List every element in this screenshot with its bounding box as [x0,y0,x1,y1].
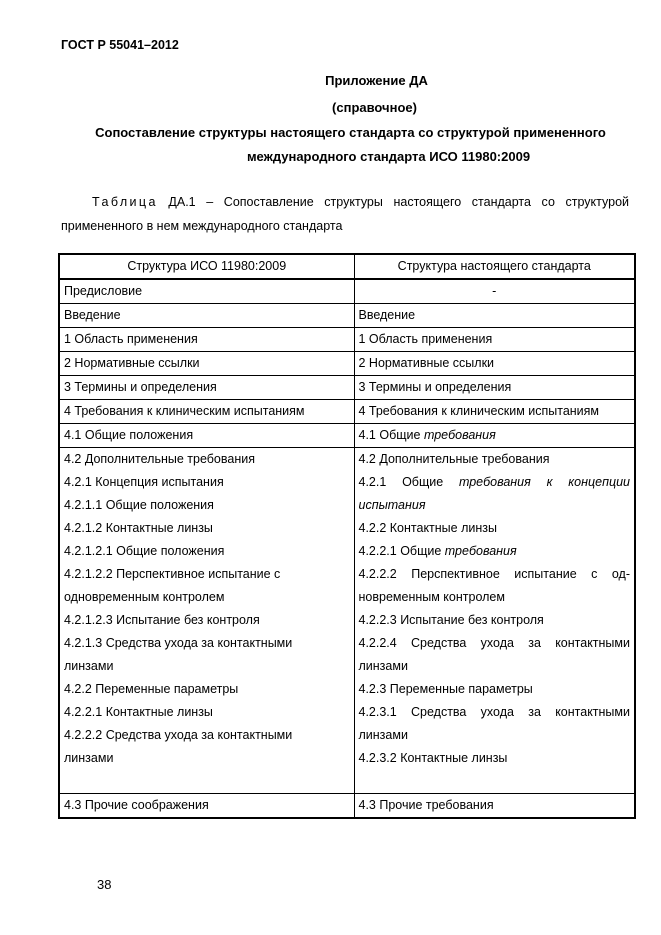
table-cell [59,279,354,304]
cell-text: 4.2 Дополнительные требования [358,452,550,466]
cell-text: - [492,284,497,298]
italic-text: испытания [358,498,426,512]
cell-line [64,280,350,303]
cell-text: 4.2.2.3 Испытание без контроля [358,613,544,627]
table-cell [59,376,354,400]
cell-text: линзами [64,751,114,765]
cell-line [64,701,350,724]
cell-line [359,400,631,423]
table-cell [354,794,635,819]
cell-text: 1 Область применения [358,332,493,346]
cell-line [64,794,350,817]
cell-text: 4.2.1.2.2 Перспективное испытание с [64,567,281,581]
table-caption [61,190,629,238]
cell-line [359,794,631,817]
cell-line [359,586,631,609]
cell-line [64,540,350,563]
cell-text: 4.2.1 Общие [358,475,459,489]
table-cell [59,352,354,376]
cell-text: 4.2.2 Контактные линзы [358,521,497,535]
cell-line [359,655,631,678]
cell-text: 4.2.1.2.1 Общие положения [64,544,225,558]
cell-text: 4.3 Прочие требования [358,798,494,812]
cell-line [64,609,350,632]
cell-line [64,304,350,327]
cell-text: Введение [64,308,121,322]
cell-line [64,517,350,540]
cell-line [64,471,350,494]
cell-text: 4.2.3.1 Средства ухода за контактными [358,705,630,719]
cell-line [359,376,631,399]
cell-line [359,328,631,351]
italic-text: требования [423,428,496,442]
cell-text: линзами [64,659,114,673]
cell-line [64,352,350,375]
cell-text: линзами [358,728,408,742]
cell-line [64,586,350,609]
cell-text: 4.2.1 Концепция испытания [64,475,224,489]
appendix-type: (справочное) [332,100,417,115]
cell-line [64,424,350,447]
cell-line [64,747,350,770]
cell-text: 4.2.1.2.3 Испытание без контроля [64,613,260,627]
table-row [59,376,635,400]
cell-line [359,304,631,327]
cell-line [64,328,350,351]
cell-line [359,678,631,701]
comparison-title-line-1: Сопоставление структуры настоящего стандарта со структурой примененного [95,125,606,140]
cell-text: 4.2.2.1 Общие [358,544,445,558]
table-row [59,400,635,424]
cell-text: 4.2.1.2 Контактные линзы [64,521,213,535]
table-cell [354,304,635,328]
cell-text: 4.2.2.2 Перспективное испытание с од- [358,567,630,581]
cell-text: 4.3 Прочие соображения [64,798,209,812]
cell-text: 3 Термины и определения [64,380,217,394]
cell-text: 3 Термины и определения [358,380,512,394]
cell-text: линзами [358,659,408,673]
document-code: ГОСТ Р 55041–2012 [61,38,179,52]
cell-line [359,724,631,747]
page-number: 38 [97,877,112,892]
table-cell [59,794,354,819]
cell-line [64,494,350,517]
cell-line [64,724,350,747]
table-header-row [59,254,635,279]
cell-text: 4.1 Общие положения [64,428,194,442]
cell-line [359,747,631,770]
cell-line [359,701,631,724]
table-cell [59,424,354,448]
table-cell [354,328,635,352]
cell-text: 4.2.1.3 Средства ухода за контактными [64,636,293,650]
table-caption-text-2: примененного в нем международного стандарта [61,219,343,233]
header-iso-structure: Структура ИСО 11980:2009 [59,254,354,279]
cell-text: 2 Нормативные ссылки [64,356,200,370]
table-cell [354,376,635,400]
table-row [59,448,635,794]
cell-line [359,471,631,494]
cell-line [64,400,350,423]
cell-text: 1 Область применения [64,332,198,346]
table-cell [59,448,354,794]
cell-line [64,632,350,655]
table-cell [59,400,354,424]
cell-text: 4 Требования к клиническим испытаниям [64,404,305,418]
table-row [59,304,635,328]
cell-text: новременным контролем [358,590,505,604]
table-row [59,424,635,448]
cell-text: 4.2 Дополнительные требования [64,452,255,466]
cell-text: 2 Нормативные ссылки [358,356,495,370]
cell-line [64,448,350,471]
table-row [59,794,635,819]
header-standard-structure: Структура настоящего стандарта [354,254,635,279]
cell-text: Предисловие [64,284,143,298]
table-cell [354,400,635,424]
cell-text: 4 Требования к клиническим испытаниям [358,404,600,418]
table-row [59,328,635,352]
cell-line [359,424,631,447]
table-cell [59,304,354,328]
table-caption-label: Таблица [92,195,158,209]
cell-line [359,494,631,517]
table-cell [354,448,635,794]
cell-text: 4.2.3.2 Контактные линзы [358,751,508,765]
cell-line [359,609,631,632]
cell-text: 4.2.2.1 Контактные линзы [64,705,213,719]
cell-line [359,352,631,375]
cell-text: 4.2.2.2 Средства ухода за контактными [64,728,293,742]
table-cell [354,424,635,448]
comparison-title-line-2: международного стандарта ИСО 11980:2009 [246,149,531,164]
table-row [59,352,635,376]
cell-line [359,632,631,655]
appendix-title: Приложение ДА [325,73,428,88]
cell-line [359,280,631,303]
cell-text: 4.2.2.4 Средства ухода за контактными [358,636,630,650]
cell-text: одновременным контролем [64,590,225,604]
table-cell [354,279,635,304]
table-caption-text-1: ДА.1 – Сопоставление структуры настоящего стандарта со структурой [157,195,629,209]
comparison-table [58,253,636,819]
cell-text: 4.2.3 Переменные параметры [358,682,533,696]
table-cell [354,352,635,376]
cell-line [359,448,631,471]
cell-line [64,655,350,678]
table-row [59,279,635,304]
italic-text: требования [444,544,517,558]
table-caption-line-1 [61,190,629,214]
italic-text: требования к концепции [458,475,630,489]
cell-line [359,540,631,563]
cell-text: 4.2.1.1 Общие положения [64,498,214,512]
cell-line [64,563,350,586]
cell-line [64,376,350,399]
cell-text: 4.2.2 Переменные параметры [64,682,239,696]
cell-text: 4.1 Общие [358,428,424,442]
cell-text: Введение [358,308,416,322]
cell-line [64,678,350,701]
cell-line [359,517,631,540]
cell-line [359,563,631,586]
table-cell [59,328,354,352]
